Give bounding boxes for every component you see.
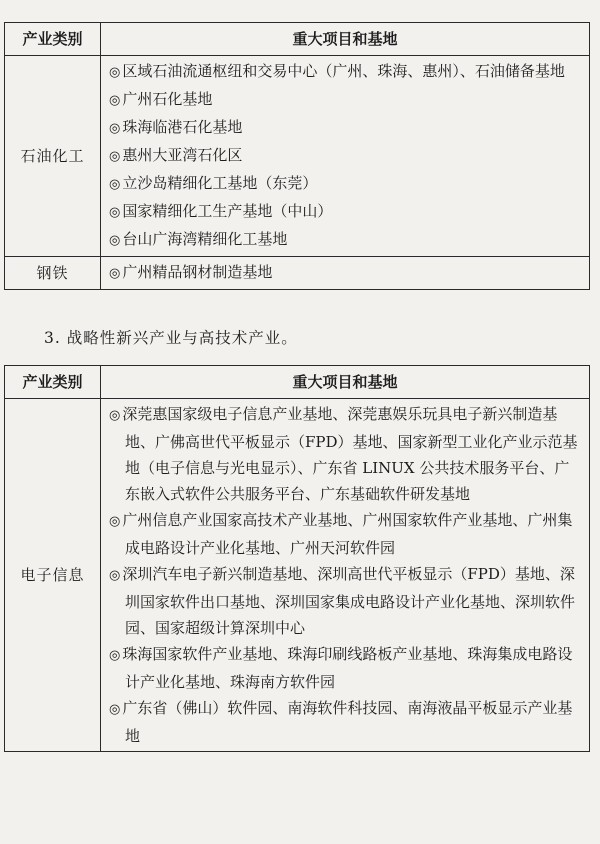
list-item: ◎ 广州精品钢材制造基地 (109, 263, 273, 281)
bullet-icon: ◎ (109, 149, 121, 164)
list-item: ◎ 台山广海湾精细化工基地 (109, 230, 288, 248)
list-item: ◎ 珠海国家软件产业基地、珠海印刷线路板产业基地、珠海集成电路设计产业化基地、珠海南方软件园 (109, 645, 573, 691)
bullet-icon: ◎ (109, 702, 121, 717)
table-strategic-industry (4, 365, 590, 752)
list-item: ◎ 深莞惠国家级电子信息产业基地、深莞惠娱乐玩具电子新兴制造基地、广佛高世代平板显示（FPD）基地、国家新型工业化产业示范基地（电子信息与光电显示）、广东省 LINUX 公共技术服务平台、广东嵌入式软件公共服务平台、广东基础软件研发基地 (109, 405, 578, 503)
list-item: ◎ 珠海临港石化基地 (109, 118, 243, 136)
list-item: ◎ 广东省（佛山）软件园、南海软件科技园、南海液晶平板显示产业基地 (109, 699, 573, 745)
table-header-row (5, 366, 590, 399)
bullet-icon: ◎ (109, 93, 121, 108)
table-heavy-industry (4, 22, 590, 290)
bullet-icon: ◎ (109, 648, 121, 663)
items-cell (101, 257, 590, 290)
bullet-icon: ◎ (109, 121, 121, 136)
items-cell (101, 56, 590, 257)
category-cell: 钢铁 (5, 257, 101, 290)
list-item: ◎ 广州石化基地 (109, 90, 213, 108)
header-projects: 重大项目和基地 (101, 23, 590, 56)
category-cell: 电子信息 (5, 399, 101, 752)
list-item: ◎ 深圳汽车电子新兴制造基地、深圳高世代平板显示（FPD）基地、深圳国家软件出口基地、深圳国家集成电路设计产业化基地、深圳软件园、国家超级计算深圳中心 (109, 565, 576, 637)
header-category: 产业类别 (5, 366, 101, 399)
category-cell: 石油化工 (5, 56, 101, 257)
list-item: ◎ 区域石油流通枢纽和交易中心（广州、珠海、惠州）、石油储备基地 (109, 62, 565, 80)
bullet-icon: ◎ (109, 65, 121, 80)
table-row (5, 56, 590, 257)
table-row (5, 257, 590, 290)
bullet-icon: ◎ (109, 568, 121, 583)
table-row (5, 399, 590, 752)
header-projects: 重大项目和基地 (101, 366, 590, 399)
bullet-icon: ◎ (109, 514, 121, 529)
section-title: 3. 战略性新兴产业与高技术产业。 (44, 329, 298, 347)
list-item: ◎ 立沙岛精细化工基地（东莞） (109, 174, 318, 192)
table-header-row (5, 23, 590, 56)
header-category: 产业类别 (5, 23, 101, 56)
bullet-icon: ◎ (109, 266, 121, 281)
bullet-icon: ◎ (109, 233, 121, 248)
bullet-icon: ◎ (109, 177, 121, 192)
bullet-icon: ◎ (109, 205, 121, 220)
list-item: ◎ 国家精细化工生产基地（中山） (109, 202, 333, 220)
list-item: ◎ 惠州大亚湾石化区 (109, 146, 243, 164)
list-item: ◎ 广州信息产业国家高技术产业基地、广州国家软件产业基地、广州集成电路设计产业化基地、广州天河软件园 (109, 511, 573, 557)
items-cell (101, 399, 590, 752)
bullet-icon: ◎ (109, 408, 121, 423)
